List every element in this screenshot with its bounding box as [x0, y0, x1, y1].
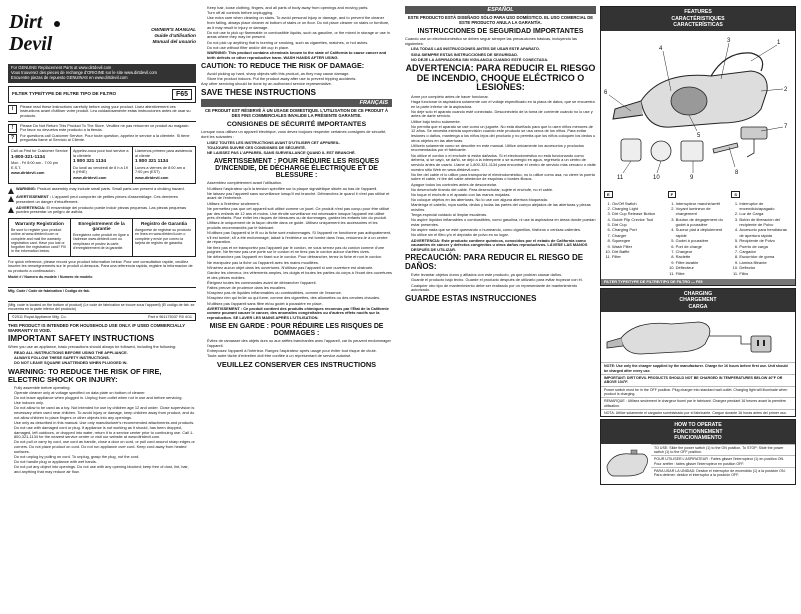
- list-item: 7. Cargador: [739, 249, 792, 254]
- list-item: • Do not use with damaged cord or plug. If appliance is not working as it should, has been dropped, damaged, left outdoors, or dropped into water, return it to a service center prior to continuing use. Call 1-800-321-1134 for the nearest service center or visit our website at www.dirtdevil.com.: [14, 426, 196, 440]
- language-tab-spanish: ESPAÑOL: [405, 6, 596, 14]
- operate-body: [601, 444, 795, 484]
- list-item: • Toute autre tâche d'entretien doit être confiée à un représentant de service autorisé.: [207, 354, 392, 359]
- charging-title-en: CHARGING: [683, 290, 713, 297]
- list-item: • Gardez les cheveux, les vêtements amples, les doigts et toutes les parties du corps à l'écart des ouvertures et des pièces mobiles.: [207, 271, 392, 280]
- customer-service-box: [8, 146, 196, 184]
- list-item: • No utilice sin el filtro y/o el depósito de polvo en su lugar.: [411, 233, 596, 238]
- charging-step: REMARQUE : Utilisez seulement le chargeur fourni par le fabricant. Chargez pendant 16 heures avant la première utilisation.: [601, 397, 795, 409]
- feature-list-en: [604, 183, 665, 276]
- call-hours: Mon - Fri 8:00 am - 7:00 pm E.S.T.: [11, 161, 59, 170]
- operate-step: POUR UTILISER L'ASPIRATEUR : Faites glisser l'interrupteur (1) en position ON. Pour arrêter : faites glisser l'interrupteur en position OFF.: [651, 455, 795, 467]
- list-item: 2. Luz de Carga: [739, 211, 792, 216]
- callout-number: 3: [727, 37, 731, 44]
- list-item: • ALWAYS FOLLOW THESE SAFETY INSTRUCTIONS.: [14, 356, 196, 361]
- list-item: • Ne laissez pas l'appareil sans surveillance lorsqu'il est branché. Débranchez-le quand il n'est pas utilisé et avant de l'entretenir.: [207, 192, 392, 201]
- warning-word: WARNING:: [16, 186, 37, 192]
- list-item: • No deje solo el aparato cuando esté conectado. Desconéctelo de la toma de corriente cuando no lo use y antes de darle servicio.: [411, 110, 596, 119]
- call-hours: Lunes a viernes de 8:00 am a 7:00 pm (EST): [135, 165, 186, 175]
- charging-step: Power switch must be in the OFF position. Plug charger into standard wall outlet. Charging light will illuminate when product is charging.: [601, 386, 795, 398]
- charging-step: IMPORTANT: DIRT DEVIL PRODUCTS SHOULD NOT BE CHARGED IN TEMPERATURES BELOW 40°F OR ABOVE 104°F.: [601, 374, 795, 386]
- registration-head: Registro de Garantia: [140, 220, 188, 226]
- column-english-cover: [8, 6, 196, 610]
- caution-list: [201, 72, 392, 82]
- charging-step: NOTA: Utilice solamente el cargador suministrado por el fabricante. Cargue durante 16 horas antes del primer uso.: [601, 409, 795, 416]
- warning-word: ADVERTENCIA:: [16, 204, 46, 210]
- list-item: 10. Dirt Baffle: [612, 249, 665, 254]
- list-item: • TOUJOURS SUIVRE CES CONSIGNES DE SÉCURITÉ.: [207, 146, 392, 151]
- website-link[interactable]: www.dirtdevil.com: [73, 175, 107, 180]
- list-item: • Tenga especial cuidado al limpiar escaleras.: [411, 213, 596, 218]
- call-hours: Du lundi au vendredi de 8 h a 19 h (HNE): [73, 165, 128, 175]
- charging-step: NOTE: Use only the charger supplied by the manufacturer. Charge for 16 hours before first use. Unit should be charged after every use.: [601, 362, 795, 374]
- call-cell: [133, 147, 195, 183]
- callout-number: 6: [604, 89, 608, 96]
- warning-triangle-icon: [8, 196, 14, 202]
- list-item: • N'utilisez l'aspirateur qu'à la tension spécifiée sur la plaque signalétique située au bas de l'appareil.: [207, 187, 392, 192]
- list-item: • Utilícelo solamente como se describe en este manual. Utilice únicamente los accesorios y productos recomendados por el fabricante.: [411, 144, 596, 153]
- svg-text:Dirt: Dirt: [9, 11, 43, 33]
- list-item: • Use only as described in this manual. Use only manufacturer's recommended attachments and products.: [14, 421, 196, 426]
- list-item: • Operate cleaner only at voltage specified on data plate on bottom of cleaner.: [14, 391, 196, 396]
- list-item: • N'utilisez pas l'appareil si le fil ou la fiche sont endommagés. Si l'appareil ne fonctionne pas adéquatement, s'il est tombé, s'il a été endommagé, laissé à l'extérieur ou est tombé dans l'eau, retournez-le à un centre de réparation.: [207, 231, 392, 245]
- features-title-fr: CARACTÉRISTIQUES: [671, 15, 725, 22]
- save-instructions-heading: SAVE THESE INSTRUCTIONS: [201, 87, 316, 97]
- registration-text: Asegurese de registrar su producto en linea en www.dirtdevil.com o complete y envie por correo la tarjeta de registro de garantia.: [135, 227, 192, 245]
- list-item: • Do not handle plug or appliance with wet hands.: [14, 460, 196, 465]
- charging-vacuum-illustration-icon: [601, 312, 795, 362]
- callout-number: 9: [690, 174, 694, 181]
- es-top-list: [405, 47, 596, 62]
- es-save-heading: GUARDE ESTAS INSTRUCCIONES: [405, 293, 537, 303]
- es-caution-heading: PRECAUCIÓN: PARA REDUCIR EL RIESGO DE DAÑOS:: [405, 253, 584, 271]
- filter-type-bar: FILTER TYPE/TYPE DE FILTRE/TIPO DE FILTRO — F65: [601, 279, 795, 285]
- list-item: • Entreposez l'appareil à l'intérieur. Rangez l'aspirateur après usage pour éviter tout risque de chute.: [207, 349, 392, 354]
- manual-titles: [151, 28, 196, 46]
- call-head: Llamenos primero para asistencia al cliente: [135, 148, 192, 158]
- model-number-field[interactable]: [8, 280, 196, 288]
- es-warning-heading: ADVERTENCIA: PARA REDUCIR EL RIESGO DE INCENDIO, CHOQUE ELÉCTRICO O LESIONES:: [405, 63, 596, 93]
- feature-lists: [601, 181, 795, 279]
- fr-warning-list: [201, 181, 392, 320]
- list-item: 10. Déflecteur: [676, 265, 729, 270]
- list-item: 1. Interruptor de encendido/apagado: [739, 201, 792, 212]
- list-item: • N'aspirez rien qui brûle ou qui fume, comme des cigarettes, des allumettes ou des cendres chaudes.: [207, 296, 392, 301]
- list-item: • Utilisez à l'intérieur seulement.: [207, 202, 392, 207]
- fr-caution-heading: MISE EN GARDE : POUR RÉDUIRE LES RISQUES DE DOMMAGES :: [209, 322, 384, 337]
- list-item: • WARNING: This product contains chemicals known to the state of California to cause cancer and birth defects or other reproductive harm. WASH HANDS AFTER USING.: [207, 51, 392, 60]
- phone-number: 1 800 321 1134: [73, 159, 107, 165]
- warning-row: [8, 206, 196, 215]
- fr-household-title: CE PRODUIT EST RÉSERVÉ À UN USAGE DOMESTIQUE. L'UTILISATION DE CE PRODUIT À DES FINS COMMERCIALES INVALIDE LA PRÉSENTE GARANTIE.: [204, 108, 388, 119]
- question-icon: ?: [8, 134, 17, 143]
- charging-steps: [601, 362, 795, 416]
- list-item: 6. Puerto de carga: [739, 244, 792, 249]
- es-household-title: ESTE PRODUCTO ESTÁ DISEÑADO SÓLO PARA USO DOMÉSTICO. EL USO COMERCIAL DE ESTE PRODUCTO ANULA LA GARANTÍA.: [407, 15, 594, 25]
- product-diagram: [601, 31, 795, 181]
- info-row: [8, 105, 196, 119]
- list-item: • N'aspirez pas de liquides inflammables ou combustibles, comme de l'essence.: [207, 291, 392, 296]
- language-tab-french: FRANÇAIS: [201, 99, 392, 107]
- list-item: 4. Guide Flip Crevice Tool: [612, 217, 665, 222]
- caution-tail: Any other servicing should be done by an authorized service representative.: [201, 81, 332, 87]
- website-link[interactable]: www.dirtdevil.com: [11, 171, 45, 176]
- es-safety-heading: INSTRUCCIONES DE SEGURIDAD IMPORTANTES: [417, 27, 584, 35]
- list-item: • Évitez de ramasser des objets durs ou aux arêtes tranchantes avec l'appareil, car ils peuvent endommager l'appareil.: [207, 339, 392, 348]
- replacement-parts-bar: For GENUINE Replacement Parts at www.dirtdevil.com Vous trouverez des pieces de rechange d'ORIGINE sur le site www.dirtdevil.com Encuentre piezas de repuesto GENUINAS en www.dirtdevil.com: [8, 64, 196, 83]
- list-item: • No desenchufe tirando del cable. Para desenchufar, sujete el enchufe, no el cable.: [411, 188, 596, 193]
- mfg-code-label: Mfg. Code / Code de fabrication / Codigo de fab.: [8, 288, 90, 293]
- fr-caution-list: [201, 339, 392, 359]
- handheld-vacuum-illustration-icon: [601, 31, 795, 181]
- fr-save-heading: VEUILLEZ CONSERVER CES INSTRUCTIONS: [216, 359, 377, 369]
- es-intro: Cuando use un electrodoméstico se deben seguir siempre las precauciones básicas, incluyendo las siguientes:: [405, 36, 577, 46]
- list-item: • SIGA SIEMPRE ESTAS INSTRUCCIONES DE SEGURIDAD.: [411, 53, 596, 58]
- es-caution-list: [405, 273, 596, 293]
- operate-steps: [651, 444, 795, 484]
- charging-title-es: CARGA: [688, 303, 708, 310]
- list-item: • Store the product indoors. Put the product away after use to prevent tripping accidents.: [207, 77, 392, 82]
- list-item: • N'utilisez pas l'appareil sans filtre et/ou godet à poussière en place.: [207, 302, 392, 307]
- svg-text:Devil: Devil: [9, 33, 53, 55]
- fr-safety-heading: CONSIGNES DE SÉCURITÉ IMPORTANTES: [226, 121, 367, 129]
- info-text: Please Do Not Return This Product To The Store. Veuillez ne pas retourner ce produit au magasin. Por favor no devuelva este producto a la tienda.: [20, 122, 190, 133]
- list-item: • Ne manipulez pas la fiche ou l'appareil avec les mains mouillées.: [207, 261, 392, 266]
- warning-list: [8, 386, 196, 475]
- continued-warning-list: [201, 6, 392, 60]
- list-item: 6. Charging Port: [612, 227, 665, 232]
- list-item: • Avoid picking up hard, sharp objects with this product, as they may cause damage.: [207, 72, 392, 77]
- list-item: • No aspire nada que se esté quemando o humeando, como cigarrillos, fósforos o cenizas calientes.: [411, 228, 596, 233]
- list-item: • Arme por completo antes de hacer funcionar.: [411, 95, 596, 100]
- call-head: Appelez-nous pour tout service a la clientele: [73, 148, 129, 158]
- warning-text: L'appareil peut comporter de petites pieces d'assemblage. Ces dernieres presentent un danger d'etouffement.: [16, 194, 178, 205]
- list-item: • Apague todos los controles antes de desconectar.: [411, 183, 596, 188]
- manual-title-en: OWNER'S MANUAL: [151, 28, 196, 33]
- copyright-text: ©2011 Royal Appliance Mfg. Co.: [12, 314, 67, 319]
- list-item: • Do not pull or carry by cord, use cord as handle, close a door on cord, or pull cord around sharp edges or corners. Do not place product on cord. Do not run appliance over cord. Keep cord away from heated surfaces.: [14, 440, 196, 454]
- list-item: • No permita que el aparato se use como un juguete. No está diseñado para que lo usen niños menores de 12 años. Se necesita estricta supervisión cuando este producto se usa cerca de los niños. Para evitar lesiones o daños, mantenga a los niños lejos del producto y no permita que los niños coloquen los dedos u otros objetos en las aberturas.: [411, 125, 596, 143]
- list-item: • Haga funcionar la aspiradora solamente con el voltaje especificado en la placa de datos, que se encuentra en la parte inferior de la aspiradora.: [411, 100, 596, 109]
- charging-title-fr: CHARGEMENT: [679, 297, 717, 304]
- filter-type-number: F65: [172, 89, 192, 100]
- list-item: 11. Filtre: [676, 271, 729, 276]
- list-item: • Keep hair, loose clothing, fingers, and all parts of body away from openings and moving parts.: [207, 6, 392, 11]
- list-item: • No toque el enchufe o el aparato con las manos mojadas.: [411, 193, 596, 198]
- caution-heading: CAUTION: TO REDUCE THE RISK OF DAMAGE:: [201, 61, 365, 71]
- manual-title-es: Manual del usuario: [152, 39, 196, 45]
- callout-number: 7: [784, 123, 788, 130]
- operate-step: PARA USAR LA UNIDAD: Deslice el interruptor de encendido (1) a la posición ON. Para detener: deslice el interruptor a la posición OFF.: [651, 467, 795, 479]
- registration-text: Be sure to register your product online at www.dirtdevil.com or complete and mail the warranty registration card. Have you lost or forgotten the registration card? Fill in the information below.: [11, 227, 66, 254]
- list-item: • Do not leave appliance when plugged in. Unplug from outlet when not in use and before servicing.: [14, 396, 196, 401]
- list-item: • Faites preuve de prudence dans les escaliers.: [207, 286, 392, 291]
- warning-text: El ensamblaje del producto puede incluir piezas pequenas. Las piezas pequenas pueden presentar un peligro de asfixia.: [16, 204, 187, 215]
- list-item: • Evite levantar objetos duros y afilados con este producto, ya que podrían causar daños.: [411, 273, 596, 278]
- model-number-label: Model # / Numero du modele / Numero de modelo: [8, 274, 93, 279]
- call-cell: [9, 147, 71, 183]
- list-item: 8. Squeegee: [612, 238, 665, 243]
- list-item: • READ ALL INSTRUCTIONS BEFORE USING THE APPLIANCE.: [14, 351, 196, 356]
- language-marker: S: [731, 191, 740, 198]
- features-header: [601, 7, 795, 31]
- list-item: 1. On/Off Switch: [612, 201, 665, 206]
- callout-number: 11: [617, 174, 624, 181]
- warning-triangle-icon: [8, 207, 14, 213]
- website-link[interactable]: www.dirtdevil.com: [135, 175, 169, 180]
- features-title-en: FEATURES: [684, 9, 712, 15]
- list-item: 8. Escurridor de goma: [739, 254, 792, 259]
- list-item: • Cualquier otro tipo de mantenimiento debe ser realizado por un representante de mantenimiento autorizado.: [411, 284, 596, 293]
- list-item: 4. Accesorio para hendiduras de apertura rápida: [739, 227, 792, 238]
- registration-head: Enregistrement de la garantie: [78, 220, 125, 231]
- list-item: • Do not unplug by pulling on cord. To unplug, grasp the plug, not the cord.: [14, 455, 196, 460]
- list-item: • Do not use without filter and/or dirt cup in place.: [207, 46, 392, 51]
- list-item: 3. Bouton de dégagement du godet à poussière: [676, 217, 729, 228]
- list-item: • AVERTISSEMENT : Ce produit contient des produits chimiques reconnus par l'État de la Californie comme pouvant causer le cancer, des anomalies congénitales ou d'autres effets nocifs sur la reproduction. SE LAVER LES MAINS APRÈS L'UTILISATION.: [207, 307, 392, 321]
- operate-title-en: HOW TO OPERATE: [674, 422, 722, 429]
- list-item: 3. Dirt Cup Release Button: [612, 211, 665, 216]
- warning-text: Product assembly may include small parts. Small parts can present a choking hazard.: [37, 186, 185, 192]
- info-row: [8, 124, 196, 133]
- warning-heading: WARNING: TO REDUCE THE RISK OF FIRE, ELECTRIC SHOCK OR INJURY:: [8, 366, 162, 384]
- mfg-code-field[interactable]: [8, 294, 196, 302]
- form-note: (Mfg. code is located on the bottom of product) (Le code de fabrication se trouve sous l'appareil) (El codigo de fab. se encuentra en la parte inferior del producto): [8, 302, 195, 311]
- call-cell: [71, 147, 133, 183]
- list-item: • Use indoors only.: [14, 401, 196, 406]
- hand-operating-vacuum-icon: [601, 444, 651, 484]
- es-warning-list: [405, 95, 596, 253]
- list-item: 5. Recipiente de Polvo: [739, 238, 792, 243]
- list-item: • Assemblez complètement avant l'utilisation.: [207, 181, 392, 186]
- callout-number: 2: [784, 86, 788, 93]
- list-item: 2. Charging Light: [612, 206, 665, 211]
- list-item: • No aspire líquidos inflamables o combustibles, como gasolina, ni use la aspiradora en áreas donde puedan estar presentes.: [411, 218, 596, 227]
- callout-number: 8: [735, 169, 739, 176]
- phone-number: 1-800-321-1134: [11, 154, 45, 160]
- callout-number: 5: [697, 132, 701, 139]
- safety-heading: IMPORTANT SAFETY INSTRUCTIONS: [8, 333, 155, 343]
- registration-head: Warranty Registration: [15, 220, 64, 226]
- info-icon: i: [8, 105, 17, 114]
- warning-word: AVERTISSEMENT :: [16, 194, 52, 200]
- list-item: • Utilice bajo techo solamente.: [411, 120, 596, 125]
- list-item: • LISEZ TOUTES LES INSTRUCTIONS AVANT D'UTILISER CET APPAREIL.: [207, 141, 392, 146]
- charging-diagram: [601, 312, 795, 362]
- list-item: 1. Interrupteur marche/arrêt: [676, 201, 729, 206]
- list-item: 11. Filter: [612, 254, 665, 259]
- list-item: 3. Botón de liberación del recipiente de Polvo: [739, 217, 792, 228]
- list-item: • Do not use to pick up flammable or combustible liquids, such as gasoline, or the mixed in storage or use in areas where they may be present.: [207, 31, 392, 40]
- operate-title-fr: FONCTIONNEMENT: [673, 428, 723, 435]
- call-head: Call us First for Customer Service: [11, 148, 68, 153]
- charging-panel: [600, 288, 796, 417]
- column-spanish: [405, 6, 596, 610]
- list-item: • Mantenga el cabello, ropa suelta, dedos y todas las partes del cuerpo alejados de las aberturas y piezas móviles.: [411, 203, 596, 212]
- dirt-devil-logo-icon: [8, 6, 62, 62]
- operate-header: [601, 420, 795, 444]
- callout-number: 1: [777, 39, 781, 46]
- filter-type-box: [8, 86, 196, 103]
- list-item: • Do not allow to be used as a toy. Not intended for use by children age 12 and under. Close supervision is necessary when used near children. To avoid injury or damage, keep children away from product, and do not allow children to place fingers or other objects into any openings.: [14, 406, 196, 420]
- callout-number: 10: [653, 174, 660, 181]
- list-item: • Guarde el producto bajo techo. Guarde el producto después de utilizarlo para evitar tropezar con él.: [411, 278, 596, 283]
- column-english-french: [201, 6, 392, 610]
- cover-header: [8, 6, 196, 64]
- operate-title-es: FUNCIONAMIENTO: [674, 435, 722, 442]
- list-item: • No coloque objetos en las aberturas. No lo use con alguna abertura bloqueada.: [411, 198, 596, 203]
- list-item: 5. Dirt Cup: [612, 222, 665, 227]
- list-item: • Utilisez-le uniquement de la façon décrite dans ce guide. Utilisez uniquement les accessoires et les produits recommandés par le fabricant.: [207, 221, 392, 230]
- feature-list-fr: [668, 183, 729, 276]
- list-item: 9. Wash Filter: [612, 244, 665, 249]
- list-item: 7. Chargeur: [676, 249, 729, 254]
- warranty-registration-box: [8, 218, 196, 257]
- feature-list-es: [731, 183, 792, 276]
- info-text: Please read these instructions carefully before using your product. Lisez attentivement ces instructions avant d'utiliser votre produit. Lea cuidadosamente estas instrucciones antes de usar su producto.: [20, 103, 191, 118]
- list-item: 4. Suceur plat à déploiement rapide: [676, 227, 729, 238]
- list-item: • N'insérez aucun objet dans les ouvertures. N'utilisez pas l'appareil si une ouverture est obstruée.: [207, 266, 392, 271]
- list-item: • Do not put any object into openings. Do not use with any opening blocked; keep free of dust, lint, hair, and anything that may reduce air flow.: [14, 465, 196, 474]
- list-item: • Ne tirez pas et ne transportez pas l'appareil par le cordon, ne vous servez pas du cordon comme d'une poignée. Ne fermez pas une porte sur le cordon et ne tirez pas le cordon autour d'arêtes vives.: [207, 246, 392, 255]
- list-item: • Ne permettez pas que cet appareil soit utilisé comme un jouet. Ce produit n'est pas conçu pour être utilisé par des enfants de 12 ans et moins. Une étroite surveillance est nécessaire lorsque l'appareil est utilisé près d'enfants. Pour éviter les risques de blessures ou de dommages, gardez les enfants loin du produit.: [207, 207, 392, 221]
- fr-warning-heading: AVERTISSEMENT : POUR RÉDUIRE LES RISQUES D'INCENDIE, DE DÉCHARGE ÉLECTRIQUE ET DE BLESSURE :: [213, 157, 380, 180]
- warning-row: [8, 195, 196, 204]
- list-item: • Éteignez toutes les commandes avant de débrancher l'appareil.: [207, 281, 392, 286]
- operate-step: TO USE: Slide the power switch (1) to the ON position. To STOP: Slide the power switch (1) to the OFF position.: [651, 444, 795, 456]
- phone-number: 1 800 321 1134: [135, 159, 169, 165]
- list-item: • Ne débranchez pas l'appareil en tirant sur le cordon. Pour débrancher, tenez la fiche et non le cordon.: [207, 255, 392, 260]
- list-item: 5. Godet à poussière: [676, 238, 729, 243]
- list-item: • NO DEJE LA ASPIRADORA SIN VIGILANCIA CUANDO ESTÉ CONECTADA.: [411, 58, 596, 63]
- fr-top-list: [201, 141, 392, 156]
- list-item: • Fully assemble before operating.: [14, 386, 196, 391]
- features-title-es: CARACTERÍSTICAS: [673, 22, 723, 28]
- list-item: 7. Charger: [612, 233, 665, 238]
- list-item: • Do not pick up anything that is burning or smoking, such as cigarettes, matches, or hot ashes.: [207, 41, 392, 46]
- list-item: 8. Raclette: [676, 254, 729, 259]
- manual-title-fr: Guide d'utilisation: [154, 33, 196, 39]
- part-number-text: Part # 961175037 R0 4/11: [148, 314, 192, 319]
- features-panel: [600, 6, 796, 286]
- list-item: 2. Voyant lumineux de chargement: [676, 206, 729, 217]
- list-item: 9. Lámina filtrante: [739, 260, 792, 265]
- part-code-bar: [8, 313, 196, 321]
- list-item: • ADVERTENCIA: Este producto contiene químicos, conocidos por el estado de California como causantes de cáncer y defectos congénitos u otros daños reproductivos. LÁVESE LAS MANOS DESPUÉS DE UTILIZAR.: [411, 239, 596, 253]
- filter-type-label: FILTER TYPE/TYPE DE FILTRE TIPO DE FILTRO: [12, 91, 117, 97]
- list-item: 11. Filtro: [739, 271, 792, 276]
- list-item: • No tire del cable ni lo utilice para transportar el electrodoméstico, no lo utilice como asa, no cierre la puerta sobre el cable, ni tire del cable alrededor de esquinas o bordes filosos.: [411, 173, 596, 182]
- store-return-icon: !: [8, 124, 17, 133]
- language-marker: F: [668, 191, 676, 198]
- safety-top-list: [8, 351, 196, 366]
- charging-header: [601, 289, 795, 313]
- household-use-title: THIS PRODUCT IS INTENDED FOR HOUSEHOLD USE ONLY. IF USED COMMERCIALLY WARRANTY IS VOID.: [8, 322, 185, 333]
- list-item: • No utilice el cordón o el enchufe si están dañados. Si el electrodoméstico no está funcionando como debería, si se cayó, se dañó, se dejó a la intemperie o se sumergió en agua, regréselo a un centro de servicio antes de usarlo. Llame al 1-800-321-1134 para encontrar el centro de servicio más cercano o visite nuestro sitio Web en www.dirtdevil.com.: [411, 154, 596, 172]
- list-item: 6. Port de charge: [676, 244, 729, 249]
- record-info-text: For quick reference, please record your product information below. Pour une consultation rapide, veuillez inscrire les renseignements sur le produit ci-dessous. Para una referencia rapida, registre la informacion de su producto a continuacion.: [8, 258, 193, 273]
- list-item: • LEA TODAS LAS INSTRUCCIONES ANTES DE USAR ESTE APARATO.: [411, 47, 596, 52]
- warning-row: [8, 187, 196, 194]
- list-item: • Use extra care when cleaning on stairs. To avoid personal injury or damage, and to prevent the cleaner from falling, always place cleaner at bottom of stairs or on floor. Do not place cleaner on stairs or furniture, as it may result in injury or damage.: [207, 16, 392, 30]
- registration-text: Enregistrez votre produit en ligne a l'adresse www.dirtdevil.com ou remplissez et postez la carte d'enregistrement de la garantie.: [73, 232, 129, 250]
- list-item: • NE LAISSEZ PAS L'APPAREIL SANS SURVEILLANCE QUAND IL EST BRANCHÉ.: [207, 151, 392, 156]
- list-item: • DO NOT LEAVE SQUARE UNATTENDED WHEN PLUGGED IN.: [14, 361, 196, 366]
- operate-panel: [600, 419, 796, 485]
- callout-number: 4: [659, 45, 663, 52]
- fr-intro: Lorsque vous utilisez un appareil électrique, vous devez toujours respecter certaines consignes de sécurité, dont les suivantes :: [201, 129, 387, 140]
- warning-triangle-icon: [8, 188, 14, 194]
- column-features: [600, 6, 796, 610]
- list-item: 9. Filtre lavable: [676, 260, 729, 265]
- info-row: [8, 134, 196, 143]
- info-text: For questions call Customer Service. Pour toute question, appelez le service a la clientele. Si tiene preguntas llame al Servicio al Cliente.: [20, 132, 190, 143]
- list-item: • Turn off all controls before unplugging.: [207, 11, 392, 16]
- safety-intro: When you use an appliance, basic precautions should always be followed, including the following:: [8, 344, 177, 350]
- language-marker: E: [604, 191, 613, 198]
- list-item: 10. Deflector: [739, 265, 792, 270]
